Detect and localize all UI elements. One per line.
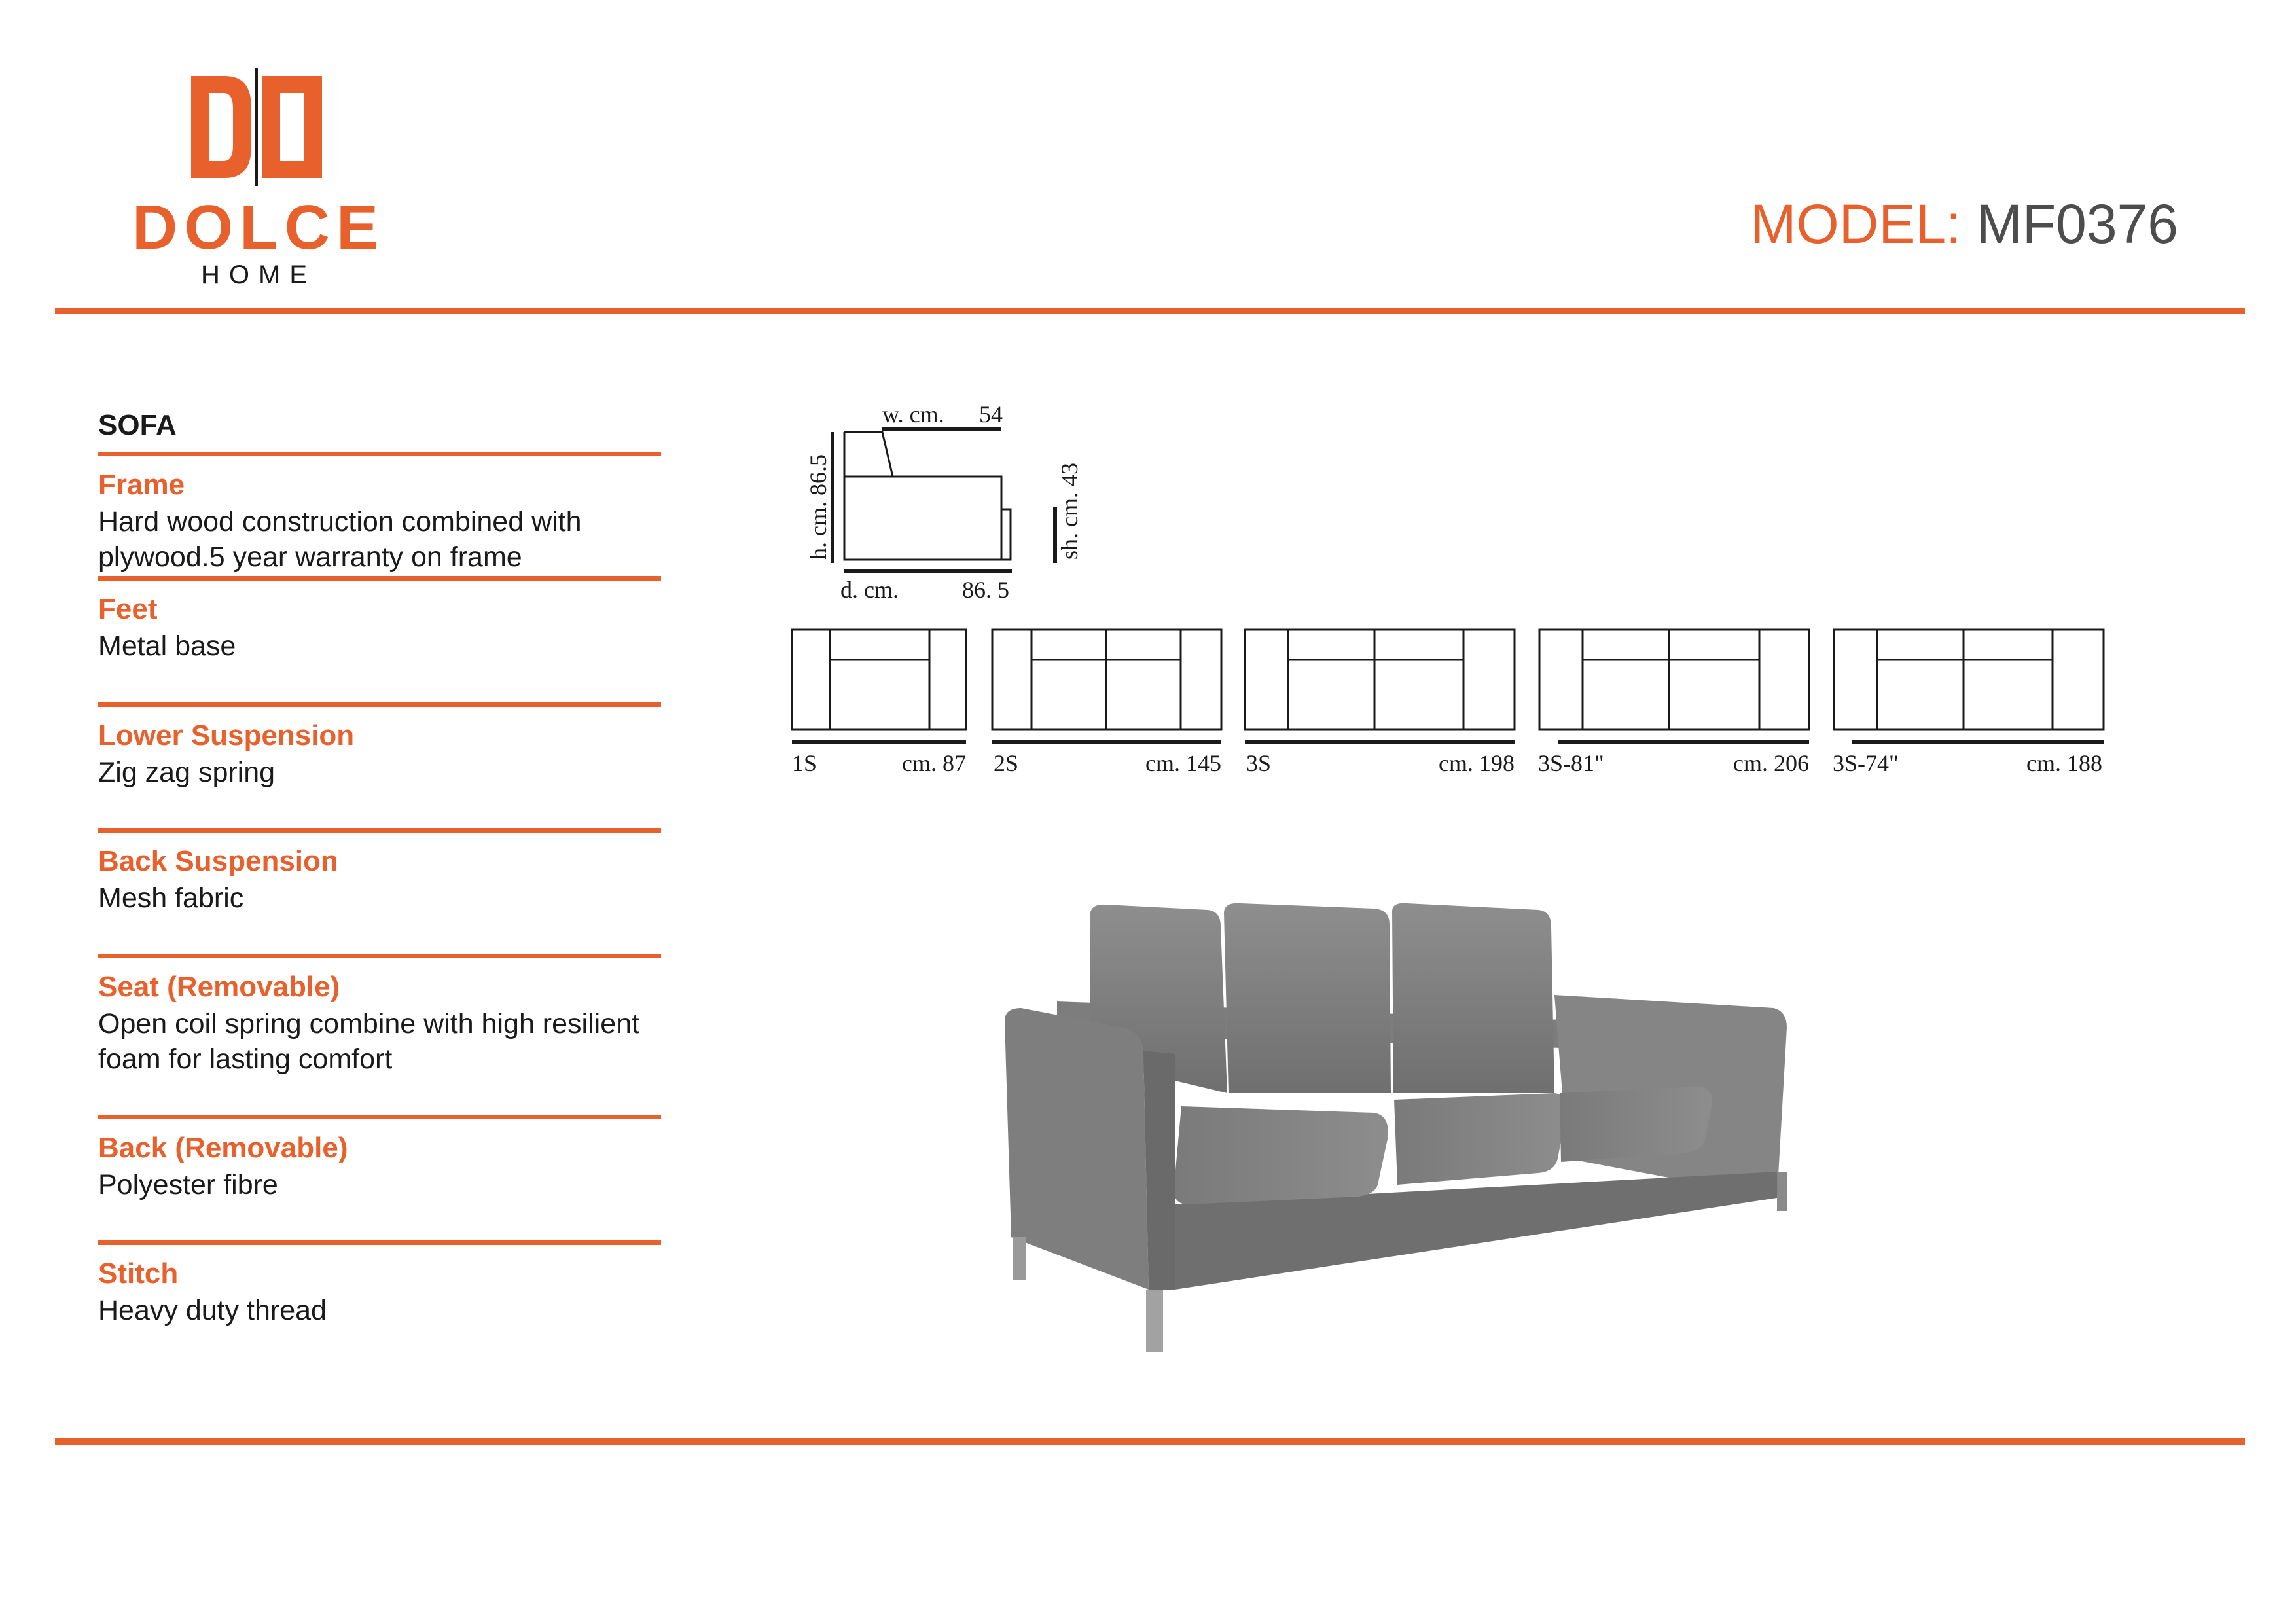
product-category: SOFA <box>98 409 177 441</box>
spec-heading: Seat (Removable) <box>98 971 340 1003</box>
size-3s-74-drawing <box>1834 630 2104 742</box>
spec-heading: Back Suspension <box>98 845 338 877</box>
dimension-drawings <box>785 399 2127 792</box>
spec-divider <box>98 576 661 581</box>
spec-heading: Lower Suspension <box>98 719 355 751</box>
size-width: cm. 145 <box>1145 750 1221 776</box>
spec-divider <box>98 1115 661 1119</box>
brand-subtitle: HOME <box>201 261 316 289</box>
size-3s-81-drawing <box>1539 630 1809 742</box>
model-label: MODEL: <box>1750 193 1962 255</box>
size-code: 2S <box>994 750 1019 776</box>
model-heading <box>1750 193 2178 255</box>
brand-name: DOLCE <box>132 192 385 262</box>
size-code: 3S <box>1246 750 1272 776</box>
side-view-drawing <box>833 429 1055 571</box>
spec-text: Heavy duty thread <box>98 1295 327 1326</box>
spec-divider <box>98 828 661 833</box>
spec-text: Open coil spring combine with high resilient foam for lasting comfort <box>98 1008 639 1075</box>
spec-text: Zig zag spring <box>98 757 276 788</box>
size-width: cm. 188 <box>2026 750 2102 776</box>
size-code: 1S <box>792 750 817 776</box>
spec-text: Polyester fibre <box>98 1169 278 1200</box>
size-code: 3S-81" <box>1538 750 1604 776</box>
spec-text: Mesh fabric <box>98 882 244 914</box>
spec-heading: Back (Removable) <box>98 1132 348 1164</box>
size-code: 3S-74" <box>1833 750 1899 776</box>
spec-divider <box>98 1240 661 1245</box>
brand-logo-mark <box>191 68 322 186</box>
size-width: cm. 206 <box>1733 750 1809 776</box>
spec-text: Hard wood construction combined with plywood.5 year warranty on frame <box>98 506 582 573</box>
spec-heading: Stitch <box>98 1257 179 1290</box>
bottom-divider <box>55 1438 2245 1445</box>
spec-heading: Feet <box>98 593 158 625</box>
sofa-photo <box>992 897 1829 1407</box>
top-divider <box>55 308 2245 314</box>
logo-left-d <box>191 76 251 178</box>
spec-heading: Frame <box>98 469 185 501</box>
size-width: cm. 87 <box>902 750 966 776</box>
model-code: MF0376 <box>1976 193 2178 255</box>
width-label: w. cm. <box>882 401 944 427</box>
width-value: 54 <box>979 401 1003 427</box>
logo-right-d <box>262 76 322 178</box>
size-1s-drawing <box>792 630 966 742</box>
size-3s-drawing <box>1245 630 1515 742</box>
size-width: cm. 198 <box>1439 750 1515 776</box>
spec-divider <box>98 702 661 707</box>
depth-value: 86. 5 <box>962 577 1009 603</box>
spec-text: Metal base <box>98 630 236 662</box>
height-label: h. cm. 86.5 <box>805 454 831 560</box>
spec-divider <box>98 954 661 958</box>
spec-divider <box>98 452 661 456</box>
depth-label: d. cm. <box>840 577 899 603</box>
seat-height-label: sh. cm. 43 <box>1056 463 1083 560</box>
size-2s-drawing <box>992 630 1221 742</box>
